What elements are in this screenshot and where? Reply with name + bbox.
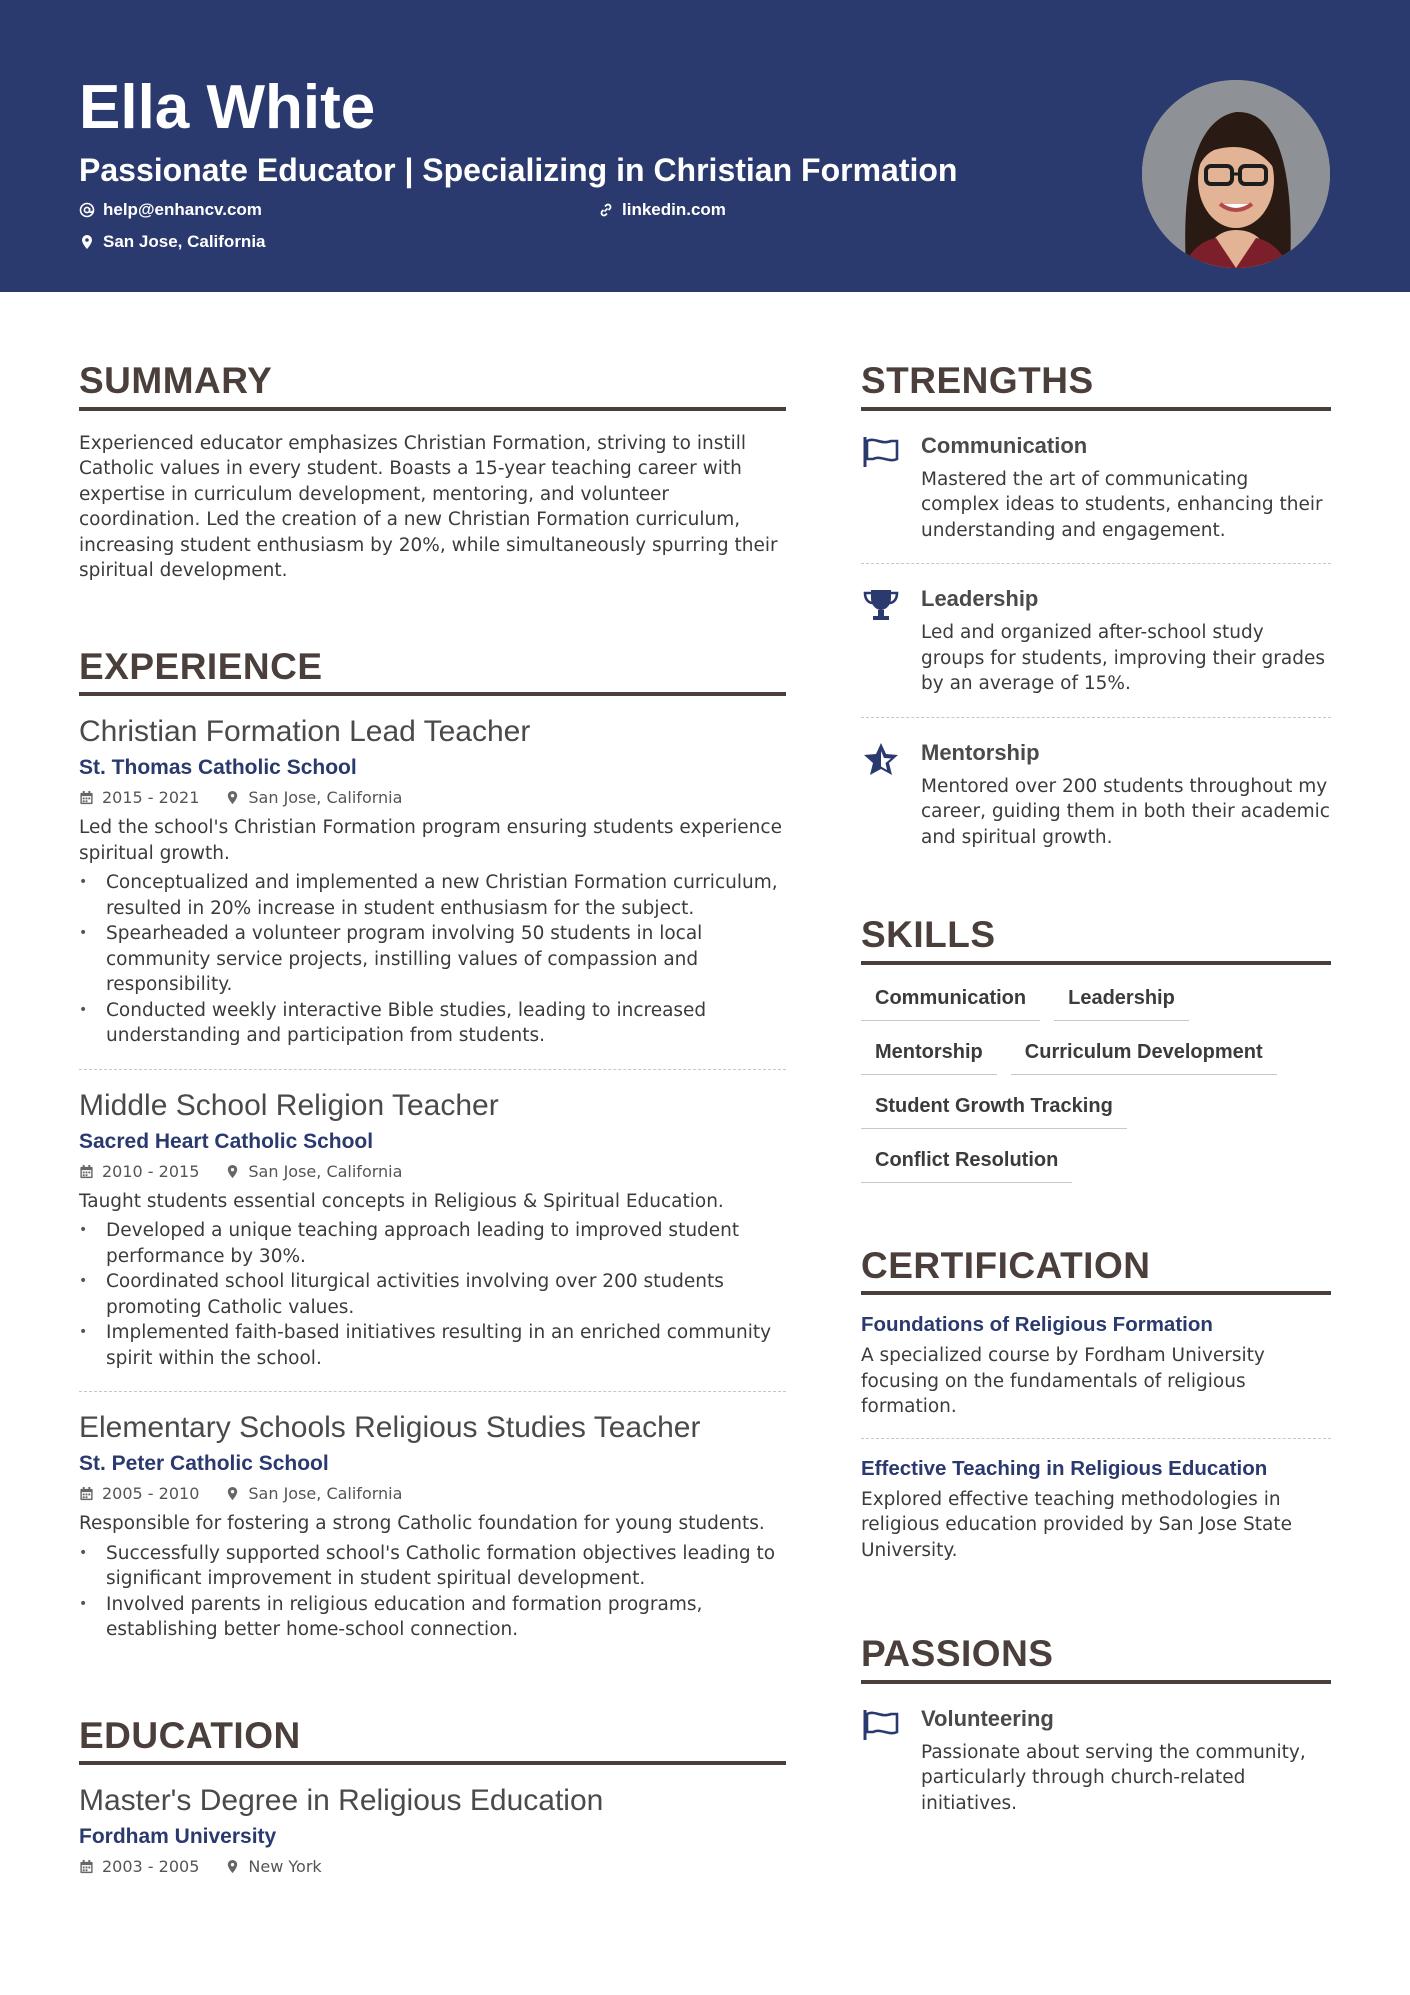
location-pin-icon [225, 1859, 240, 1874]
job-bullets [79, 1218, 786, 1371]
education-meta [79, 1857, 786, 1876]
skill-tag: Mentorship [861, 1035, 997, 1075]
candidate-name: Ella White [79, 73, 376, 142]
job-bullets [79, 870, 786, 1049]
education-location [225, 1857, 321, 1876]
experience-entry [79, 1410, 786, 1663]
experience-heading: EXPERIENCE [79, 646, 786, 697]
company-name: Sacred Heart Catholic School [79, 1129, 374, 1153]
job-bullet: • Successfully supported school's Catholic formation objectives leading to significant improvement in student spiritual development. [79, 1541, 786, 1592]
contact-linkedin[interactable] [598, 200, 726, 220]
profile-photo [1142, 80, 1330, 268]
strength-item [861, 564, 1331, 718]
location-text: San Jose, California [248, 1484, 403, 1504]
location-pin-icon [225, 790, 240, 805]
certification-title: Foundations of Religious Formation [861, 1313, 1213, 1337]
strengths-section [861, 360, 1331, 870]
star-icon [861, 742, 901, 776]
skill-tag: Conflict Resolution [861, 1143, 1072, 1183]
job-location [225, 788, 402, 807]
passion-description: Passionate about serving the community, particularly through church-related initiatives. [921, 1741, 1306, 1814]
trophy-icon [861, 588, 901, 622]
job-bullet: • Involved parents in religious education and formation programs, establishing better home-school connection. [79, 1592, 786, 1643]
education-entry [79, 1783, 786, 1896]
experience-section [79, 646, 786, 1663]
calendar-icon [79, 1164, 94, 1179]
resume-header [0, 0, 1410, 292]
passion-item [861, 1684, 1331, 1837]
skill-tag: Curriculum Development [1011, 1035, 1277, 1075]
job-title: Christian Formation Lead Teacher [79, 715, 531, 749]
job-dates [79, 1484, 199, 1503]
certification-description: A specialized course by Fordham University focusing on the fundamentals of religious formation. [861, 1345, 1265, 1418]
summary-heading: SUMMARY [79, 360, 786, 411]
skills-heading: SKILLS [861, 914, 1331, 965]
strength-description: Led and organized after-school study groups for students, improving their grades by an average of 15%. [921, 622, 1325, 695]
linkedin-text: linkedin.com [622, 200, 726, 219]
strength-description: Mastered the art of communicating complex ideas to students, enhancing their understanding and engagement. [921, 468, 1323, 541]
job-meta [79, 788, 786, 807]
skill-tag: Leadership [1054, 981, 1189, 1021]
link-icon [598, 202, 614, 218]
certification-description: Explored effective teaching methodologies in religious education provided by San Jose State University. [861, 1488, 1292, 1561]
contact-location [79, 232, 266, 252]
strength-description: Mentored over 200 students throughout my career, guiding them in both their academic and spiritual growth. [921, 775, 1330, 848]
job-description: Led the school's Christian Formation program ensuring students experience spiritual growth. [79, 817, 782, 864]
at-sign-icon [79, 202, 95, 218]
passions-heading: PASSIONS [861, 1633, 1331, 1684]
job-bullet: • Implemented faith-based initiatives resulting in an enriched community spirit within the school. [79, 1320, 786, 1371]
strengths-heading: STRENGTHS [861, 360, 1331, 411]
education-dates [79, 1857, 199, 1876]
skills-section [861, 914, 1331, 1183]
location-text: San Jose, California [103, 232, 266, 251]
dates-text: 2015 - 2021 [102, 788, 200, 808]
flag-icon [861, 435, 901, 469]
dates-text: 2003 - 2005 [102, 1857, 200, 1877]
job-bullet: • Conceptualized and implemented a new Christian Formation curriculum, resulted in 20% increase in student enthusiasm for the subject. [79, 870, 786, 921]
skill-tag: Student Growth Tracking [861, 1089, 1127, 1129]
passion-title: Volunteering [921, 1705, 1054, 1731]
contact-email[interactable] [79, 200, 262, 220]
degree-title: Master's Degree in Religious Education [79, 1784, 604, 1818]
location-text: San Jose, California [248, 788, 403, 808]
location-text: New York [248, 1857, 322, 1877]
certification-section [861, 1245, 1331, 1582]
certification-heading: CERTIFICATION [861, 1245, 1331, 1296]
calendar-icon [79, 790, 94, 805]
location-pin-icon [225, 1486, 240, 1501]
job-dates [79, 1162, 199, 1181]
experience-entry [79, 1088, 786, 1393]
certification-item [861, 1295, 1331, 1439]
calendar-icon [79, 1859, 94, 1874]
education-heading: EDUCATION [79, 1715, 786, 1766]
email-text: help@enhancv.com [103, 200, 262, 219]
dates-text: 2005 - 2010 [102, 1484, 200, 1504]
skill-tag: Communication [861, 981, 1040, 1021]
job-description: Responsible for fostering a strong Catholic foundation for young students. [79, 1513, 765, 1535]
summary-text: Experienced educator emphasizes Christian Formation, striving to instill Catholic values in every student. Boasts a 15-year teaching career with expertise in curriculum development, mentoring, and volunteer coordination. Led the creation of a new Christian Formation curriculum, increasing student enthusiasm by 20%, while simultaneously spurring their spiritual development. [79, 432, 778, 582]
strength-item [861, 718, 1331, 871]
flag-icon [861, 1708, 901, 1742]
strength-title: Mentorship [921, 739, 1040, 765]
location-pin-icon [225, 1164, 240, 1179]
job-bullet: • Spearheaded a volunteer program involving 50 students in local community service projects, instilling values of compassion and responsibility. [79, 921, 786, 998]
right-column [861, 360, 1331, 1836]
job-location [225, 1484, 402, 1503]
passions-section [861, 1633, 1331, 1836]
job-location [225, 1162, 402, 1181]
calendar-icon [79, 1486, 94, 1501]
certification-title: Effective Teaching in Religious Education [861, 1456, 1268, 1480]
left-column [79, 360, 786, 1896]
school-name: Fordham University [79, 1825, 277, 1849]
skills-list [861, 981, 1331, 1183]
job-title: Elementary Schools Religious Studies Teacher [79, 1411, 701, 1445]
dates-text: 2010 - 2015 [102, 1161, 200, 1181]
strength-title: Communication [921, 432, 1088, 458]
job-description: Taught students essential concepts in Religious & Spiritual Education. [79, 1190, 724, 1212]
location-text: San Jose, California [248, 1161, 403, 1181]
job-bullet: • Conducted weekly interactive Bible studies, leading to increased understanding and participation from students. [79, 998, 786, 1049]
company-name: St. Thomas Catholic School [79, 756, 357, 780]
job-bullet: • Coordinated school liturgical activities involving over 200 students promoting Catholic values. [79, 1269, 786, 1320]
strength-item [861, 411, 1331, 565]
job-bullet: • Developed a unique teaching approach leading to improved student performance by 30%. [79, 1218, 786, 1269]
summary-section [79, 360, 786, 584]
strength-title: Leadership [921, 586, 1039, 612]
location-pin-icon [79, 234, 95, 250]
job-meta [79, 1484, 786, 1503]
certification-item [861, 1439, 1331, 1582]
job-meta [79, 1162, 786, 1181]
education-section [79, 1715, 786, 1897]
avatar [1142, 80, 1330, 268]
job-bullets [79, 1541, 786, 1643]
experience-entry [79, 714, 786, 1070]
job-title: Middle School Religion Teacher [79, 1088, 499, 1122]
job-dates [79, 788, 199, 807]
company-name: St. Peter Catholic School [79, 1452, 329, 1476]
candidate-tagline: Passionate Educator | Specializing in Christian Formation [79, 152, 958, 188]
